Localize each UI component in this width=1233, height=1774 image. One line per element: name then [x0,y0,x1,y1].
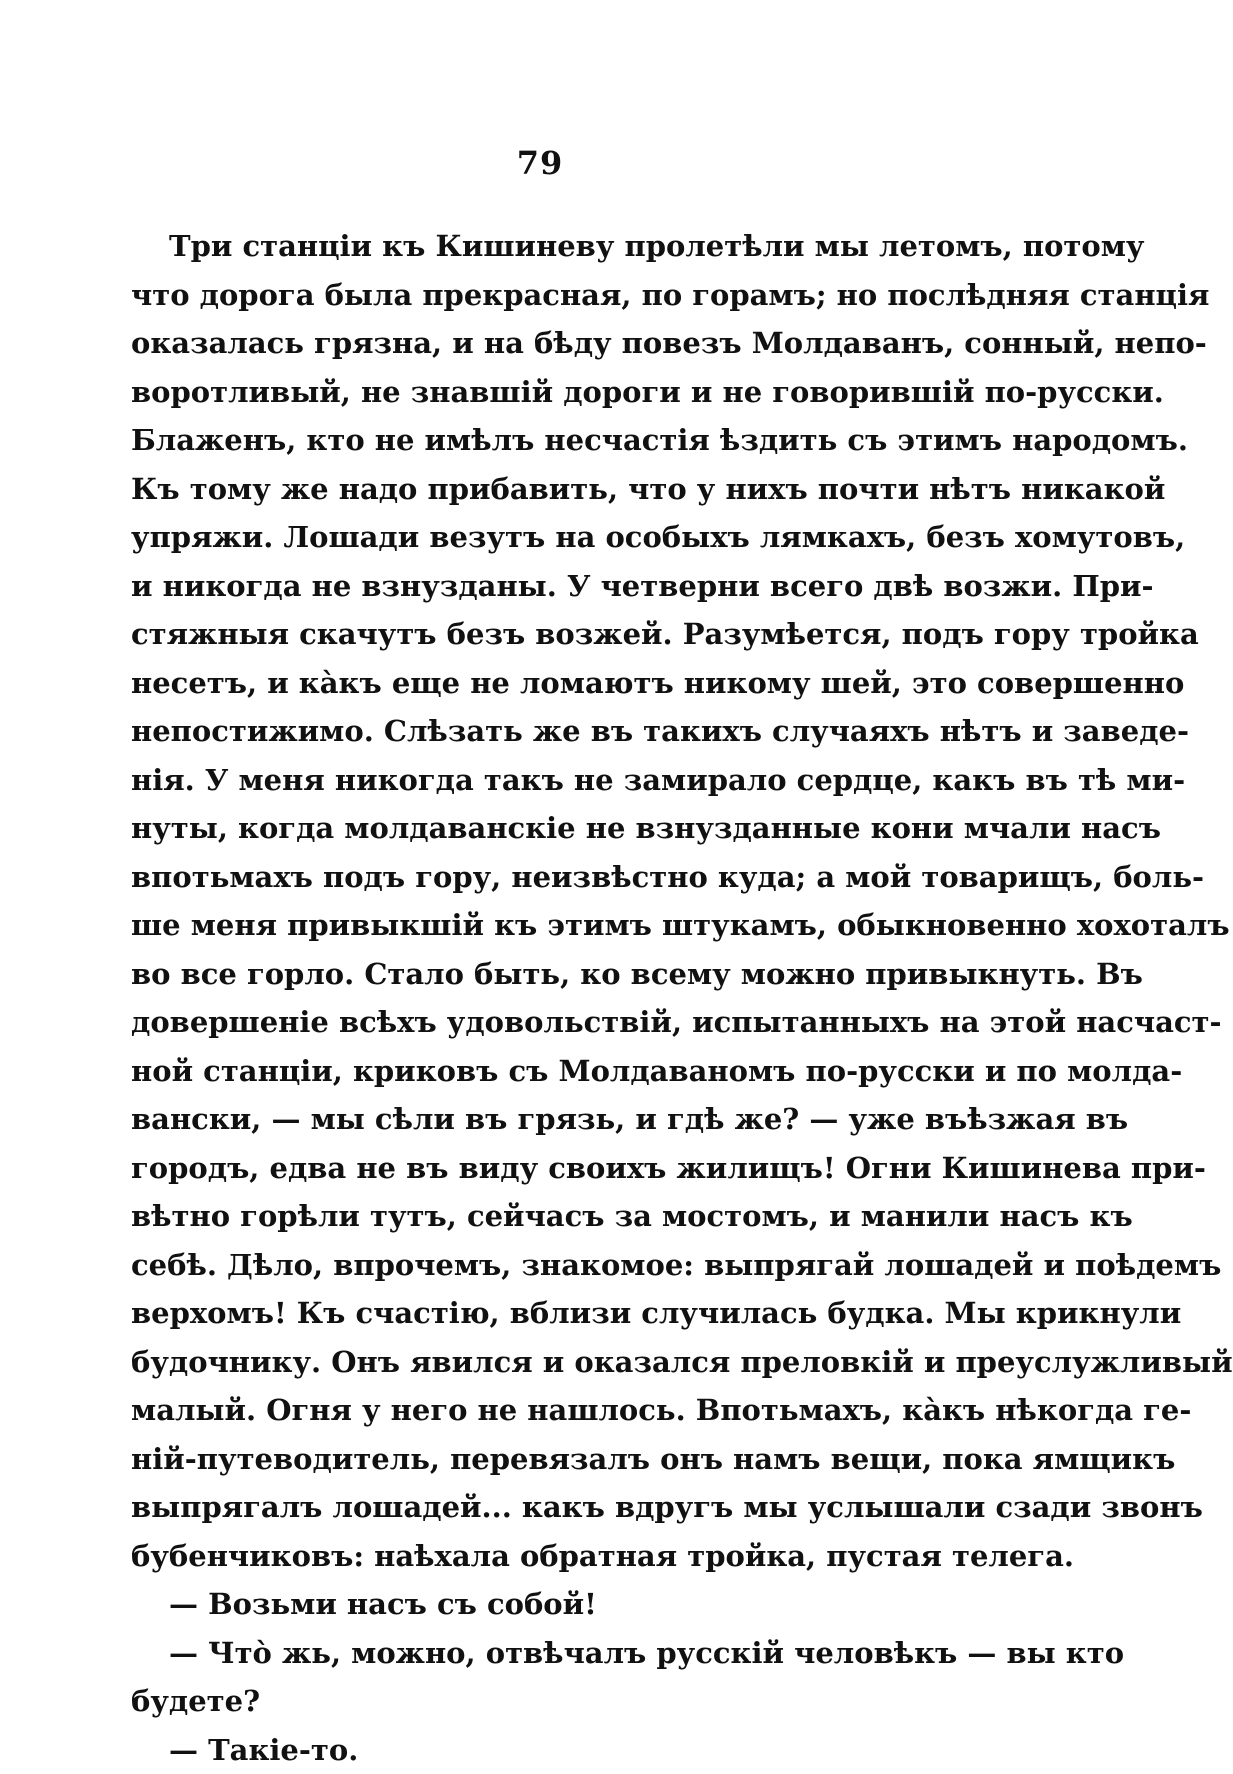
text-line: выпрягалъ лошадей... какъ вдругъ мы услышали сзади звонъ [131,1483,951,1532]
text-line: нуты, когда молдаванскіе не взнузданные кони мчали насъ [131,804,951,853]
text-line: Блаженъ, кто не имѣлъ несчастія ѣздить съ этимъ народомъ. [131,416,951,465]
text-line: и никогда не взнузданы. У четверни всего двѣ возжи. При- [131,562,951,611]
text-line: бубенчиковъ: наѣхала обратная тройка, пустая телега. [131,1532,951,1581]
text-line: во все горло. Стало быть, ко всему можно привыкнуть. Въ [131,950,951,999]
text-line: воротливый, не знавшій дороги и не говорившій по-русски. [131,368,951,417]
text-line: довершеніе всѣхъ удовольствій, испытанныхъ на этой насчаст- [131,998,951,1047]
text-line: что дорога была прекрасная, по горамъ; но послѣдняя станція [131,271,951,320]
text-line: ше меня привыкшій къ этимъ штукамъ, обыкновенно хохоталъ [131,901,951,950]
text-line: оказалась грязна, и на бѣду повезъ Молдаванъ, сонный, непо- [131,319,951,368]
text-line: будочнику. Онъ явился и оказался преловкій и преуслужливый [131,1338,951,1387]
page-number: 79 [0,144,1080,182]
dialogue-line: — Возьми насъ съ собой! [131,1580,951,1629]
text-line: впотьмахъ подъ гору, неизвѣстно куда; а мой товарищъ, боль- [131,853,951,902]
body-text [131,222,951,1774]
text-line: несетъ, и ка̀къ еще не ломаютъ никому шей, это совершенно [131,659,951,708]
text-line: Три станціи къ Кишиневу пролетѣли мы летомъ, потому [131,222,951,271]
text-line: себѣ. Дѣло, впрочемъ, знакомое: выпрягай лошадей и поѣдемъ [131,1241,951,1290]
text-line: городъ, едва не въ виду своихъ жилищъ! Огни Кишинева при- [131,1144,951,1193]
text-line: непостижимо. Слѣзать же въ такихъ случаяхъ нѣтъ и заведе- [131,707,951,756]
dialogue-line: — Такіе-то. [131,1726,951,1774]
text-line: упряжи. Лошади везутъ на особыхъ лямкахъ, безъ хомутовъ, [131,513,951,562]
text-line: малый. Огня у него не нашлось. Впотьмахъ, ка̀къ нѣкогда ге- [131,1386,951,1435]
text-line: вѣтно горѣли тутъ, сейчасъ за мостомъ, и манили насъ къ [131,1192,951,1241]
text-line: нія. У меня никогда такъ не замирало сердце, какъ въ тѣ ми- [131,756,951,805]
text-line: ній-путеводитель, перевязалъ онъ намъ вещи, пока ямщикъ [131,1435,951,1484]
text-line: Къ тому же надо прибавить, что у нихъ почти нѣтъ никакой [131,465,951,514]
dialogue-continuation: будете? [131,1677,951,1726]
text-line: стяжныя скачутъ безъ возжей. Разумѣется, подъ гору тройка [131,610,951,659]
text-line: верхомъ! Къ счастію, вблизи случилась будка. Мы крикнули [131,1289,951,1338]
text-line: вански, — мы сѣли въ грязь, и гдѣ же? — уже въѣзжая въ [131,1095,951,1144]
dialogue-line: — Что̀ жь, можно, отвѣчалъ русскій человѣкъ — вы кто [131,1629,951,1678]
text-line: ной станціи, криковъ съ Молдаваномъ по-русски и по молда- [131,1047,951,1096]
